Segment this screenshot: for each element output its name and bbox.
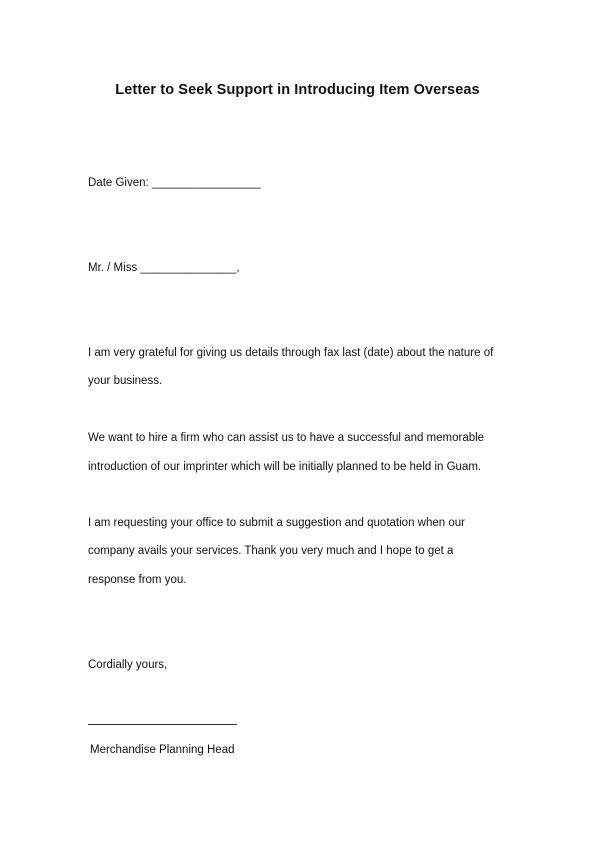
paragraph-3-line-1: I am requesting your office to submit a suggestion and quotation when our [88, 517, 465, 529]
signature-line [88, 724, 237, 725]
paragraph-2-line-1: We want to hire a firm who can assist us to have a successful and memorable [88, 432, 485, 444]
paragraph-3-line-3: response from you. [88, 574, 187, 586]
date-given-line: Date Given: _________________ [88, 177, 261, 189]
paragraph-2-line-2: introduction of our imprinter which will be initially planned to be held in Guam. [88, 461, 482, 473]
paragraph-1-line-2: your business. [88, 375, 163, 387]
closing-line: Cordially yours, [88, 659, 168, 671]
salutation-line: Mr. / Miss _______________, [88, 262, 240, 274]
signer-title: Merchandise Planning Head [90, 744, 235, 756]
letter-title: Letter to Seek Support in Introducing Item Overseas [115, 82, 480, 98]
paragraph-1-line-1: I am very grateful for giving us details through fax last (date) about the nature of [88, 347, 494, 359]
paragraph-3-line-2: company avails your services. Thank you very much and I hope to get a [88, 545, 454, 557]
